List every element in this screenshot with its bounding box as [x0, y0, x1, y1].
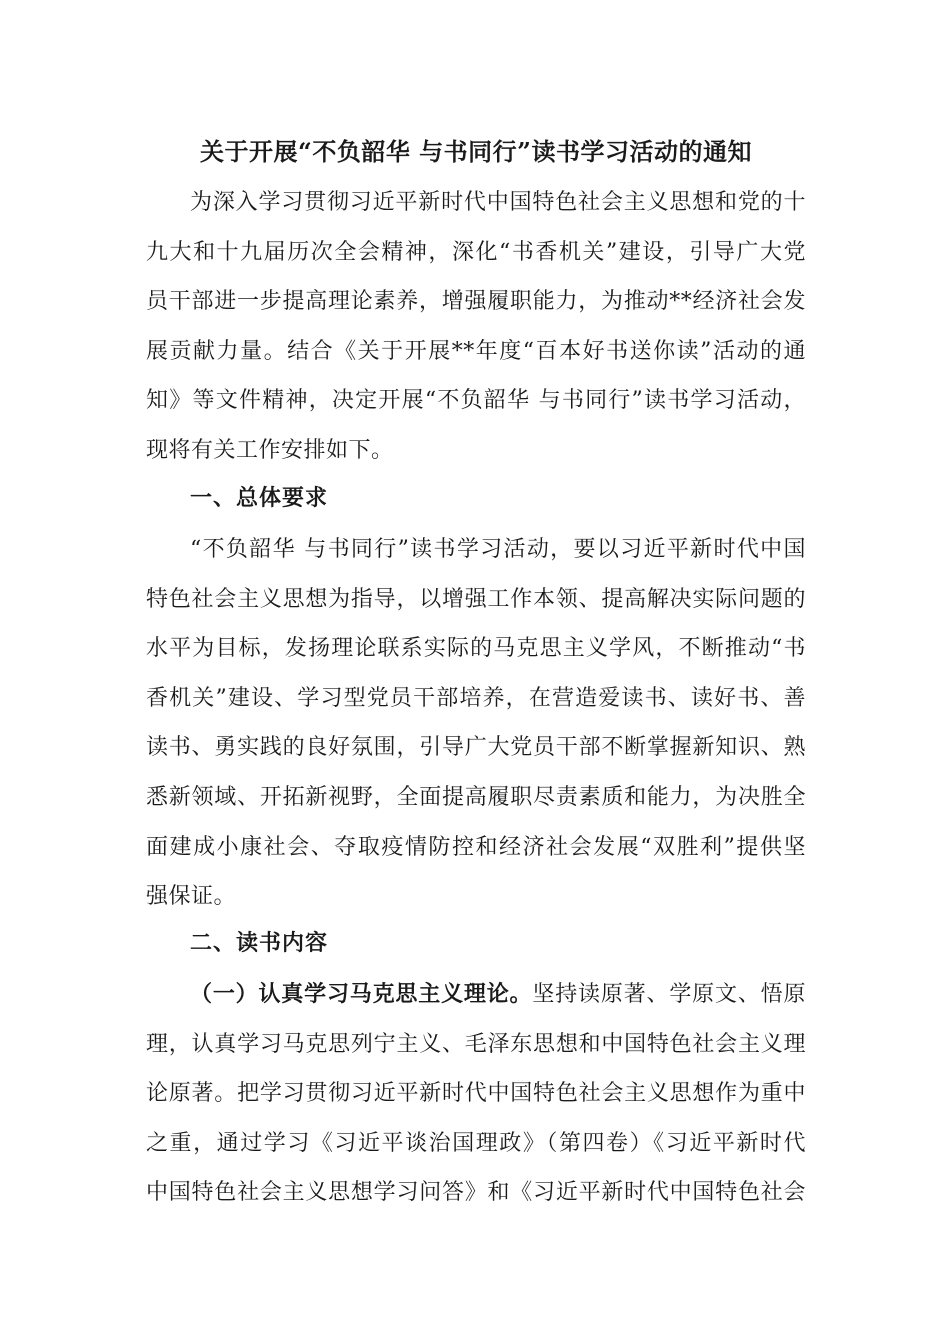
- subsection-heading-marxist-theory: （一）认真学习马克思主义理论。: [190, 981, 533, 1007]
- paragraph-line: 为深入学习贯彻习近平新时代中国特色社会主义思想和党的十: [190, 190, 806, 215]
- paragraph-line: 理，认真学习马克思列宁主义、毛泽东思想和中国特色社会主义理: [146, 1031, 806, 1057]
- paragraph-line: 悉新领域、开拓新视野，全面提高履职尽责素质和能力，为决胜全: [146, 784, 806, 810]
- intro-paragraph: [146, 178, 806, 476]
- document-title: 关于开展“不负韶华 与书同行”读书学习活动的通知: [200, 137, 752, 166]
- paragraph-line: 现将有关工作安排如下。: [146, 437, 394, 463]
- paragraph-line: 展贡献力量。结合《关于开展**年度“百本好书送你读”活动的通: [146, 338, 806, 364]
- paragraph-line: 强保证。: [146, 884, 237, 910]
- general-requirements-paragraph: [146, 525, 806, 922]
- paragraph-line: “不负韶华 与书同行”读书学习活动，要以习近平新时代中国: [190, 537, 806, 562]
- paragraph-line: 知》等文件精神，决定开展“不负韶华 与书同行”读书学习活动，: [146, 388, 806, 414]
- reading-content-paragraph: [146, 970, 806, 1218]
- paragraph-line: 读书、勇实践的良好氛围，引导广大党员干部不断掌握新知识、熟: [146, 735, 806, 761]
- paragraph-line: 水平为目标，发扬理论联系实际的马克思主义学风，不断推动“书: [146, 636, 806, 662]
- paragraph-line: 特色社会主义思想为指导，以增强工作本领、提高解决实际问题的: [146, 586, 806, 612]
- paragraph-line: 员干部进一步提高理论素养，增强履职能力，为推动**经济社会发: [146, 289, 806, 315]
- section-heading-reading-content: 二、读书内容: [190, 930, 329, 956]
- paragraph-line: 中国特色社会主义思想学习问答》和《习近平新时代中国特色社会: [146, 1180, 806, 1206]
- paragraph-line: 面建成小康社会、夺取疫情防控和经济社会发展“双胜利”提供坚: [146, 834, 806, 860]
- subsection-lead-text: 坚持读原著、学原文、悟原: [532, 982, 806, 1007]
- paragraph-line: [146, 970, 806, 1020]
- paragraph-line: 香机关”建设、学习型党员干部培养，在营造爱读书、读好书、善: [146, 685, 806, 711]
- section-heading-general-requirements: 一、总体要求: [190, 485, 329, 511]
- paragraph-line: 之重，通过学习《习近平谈治国理政》（第四卷）《习近平新时代: [146, 1130, 806, 1156]
- paragraph-line: 论原著。把学习贯彻习近平新时代中国特色社会主义思想作为重中: [146, 1081, 806, 1107]
- paragraph-line: 九大和十九届历次全会精神，深化“书香机关”建设，引导广大党: [146, 239, 806, 265]
